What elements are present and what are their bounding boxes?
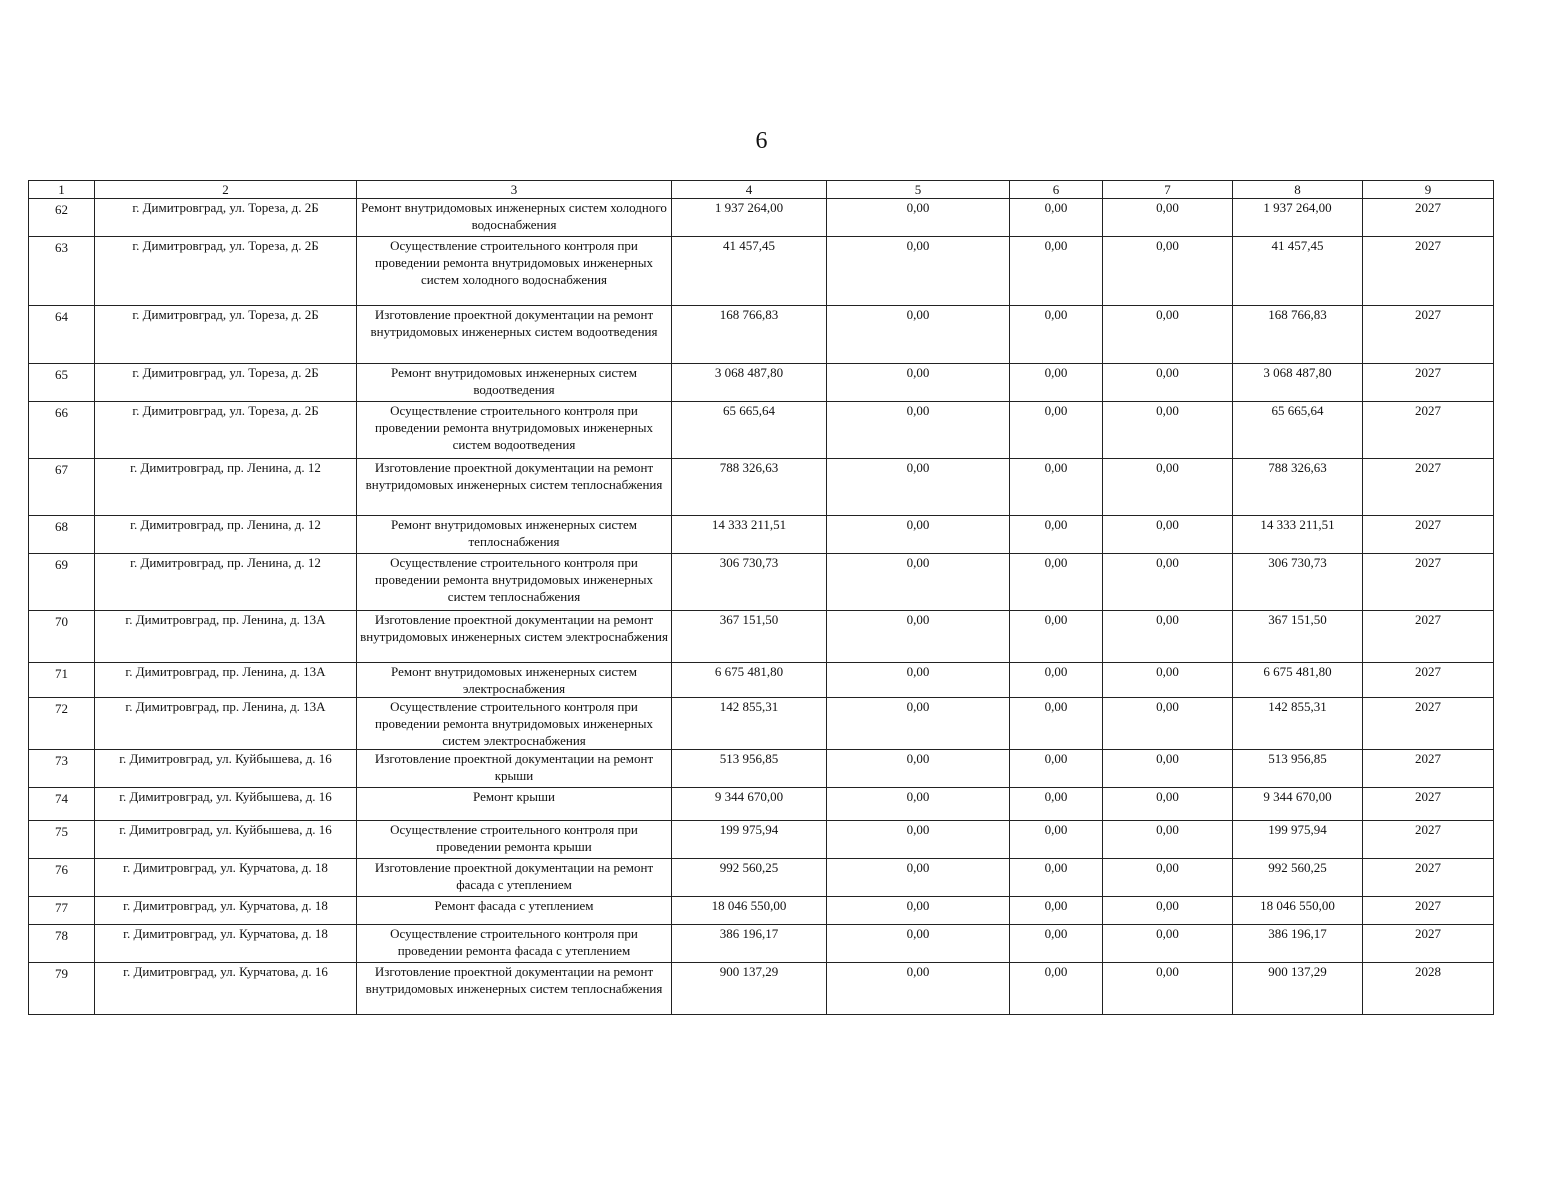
column-6-cell: 0,00 <box>1010 663 1103 698</box>
work-description-cell: Изготовление проектной документации на ремонт внутридомовых инженерных систем электроснабжения <box>357 611 672 663</box>
column-7-cell: 0,00 <box>1103 963 1233 1015</box>
column-6-cell: 0,00 <box>1010 306 1103 364</box>
column-5-cell: 0,00 <box>827 306 1010 364</box>
row-number-cell: 77 <box>29 897 95 925</box>
column-header: 9 <box>1363 181 1494 199</box>
table-row <box>29 237 1494 306</box>
column-6-cell: 0,00 <box>1010 364 1103 402</box>
address-cell: г. Димитровград, пр. Ленина, д. 13А <box>95 698 357 750</box>
column-header: 8 <box>1233 181 1363 199</box>
column-5-cell: 0,00 <box>827 402 1010 459</box>
work-description-cell: Изготовление проектной документации на ремонт крыши <box>357 750 672 788</box>
column-header: 5 <box>827 181 1010 199</box>
work-description-cell: Ремонт крыши <box>357 788 672 821</box>
work-description-cell: Ремонт внутридомовых инженерных систем электроснабжения <box>357 663 672 698</box>
table-row <box>29 611 1494 663</box>
address-cell: г. Димитровград, пр. Ленина, д. 12 <box>95 459 357 516</box>
year-cell: 2027 <box>1363 897 1494 925</box>
table-row <box>29 306 1494 364</box>
column-7-cell: 0,00 <box>1103 237 1233 306</box>
total-cost-cell: 142 855,31 <box>672 698 827 750</box>
address-cell: г. Димитровград, пр. Ленина, д. 13А <box>95 663 357 698</box>
work-description-cell: Осуществление строительного контроля при проведении ремонта внутридомовых инженерных систем электроснабжения <box>357 698 672 750</box>
table-row <box>29 750 1494 788</box>
work-description-cell: Изготовление проектной документации на ремонт внутридомовых инженерных систем водоотведения <box>357 306 672 364</box>
table-row <box>29 199 1494 237</box>
column-5-cell: 0,00 <box>827 698 1010 750</box>
column-8-cell: 6 675 481,80 <box>1233 663 1363 698</box>
table-row <box>29 516 1494 554</box>
page-number: 6 <box>755 128 768 154</box>
column-5-cell: 0,00 <box>827 199 1010 237</box>
work-description-cell: Осуществление строительного контроля при проведении ремонта фасада с утеплением <box>357 925 672 963</box>
column-7-cell: 0,00 <box>1103 788 1233 821</box>
address-cell: г. Димитровград, ул. Курчатова, д. 18 <box>95 859 357 897</box>
column-5-cell: 0,00 <box>827 821 1010 859</box>
address-cell: г. Димитровград, ул. Тореза, д. 2Б <box>95 306 357 364</box>
row-number-cell: 69 <box>29 554 95 611</box>
table-header-row <box>29 181 1494 199</box>
table-row <box>29 402 1494 459</box>
work-description-cell: Осуществление строительного контроля при проведении ремонта внутридомовых инженерных систем теплоснабжения <box>357 554 672 611</box>
column-header: 3 <box>357 181 672 199</box>
total-cost-cell: 9 344 670,00 <box>672 788 827 821</box>
year-cell: 2027 <box>1363 402 1494 459</box>
table-row <box>29 459 1494 516</box>
year-cell: 2027 <box>1363 698 1494 750</box>
work-description-cell: Осуществление строительного контроля при проведении ремонта внутридомовых инженерных систем холодного водоснабжения <box>357 237 672 306</box>
column-6-cell: 0,00 <box>1010 611 1103 663</box>
column-7-cell: 0,00 <box>1103 698 1233 750</box>
total-cost-cell: 900 137,29 <box>672 963 827 1015</box>
column-6-cell: 0,00 <box>1010 516 1103 554</box>
year-cell: 2027 <box>1363 821 1494 859</box>
column-5-cell: 0,00 <box>827 364 1010 402</box>
column-7-cell: 0,00 <box>1103 402 1233 459</box>
row-number-cell: 78 <box>29 925 95 963</box>
column-6-cell: 0,00 <box>1010 698 1103 750</box>
column-8-cell: 1 937 264,00 <box>1233 199 1363 237</box>
column-8-cell: 992 560,25 <box>1233 859 1363 897</box>
column-5-cell: 0,00 <box>827 459 1010 516</box>
column-5-cell: 0,00 <box>827 611 1010 663</box>
row-number-cell: 65 <box>29 364 95 402</box>
address-cell: г. Димитровград, ул. Тореза, д. 2Б <box>95 364 357 402</box>
table-row <box>29 788 1494 821</box>
column-8-cell: 513 956,85 <box>1233 750 1363 788</box>
column-6-cell: 0,00 <box>1010 963 1103 1015</box>
column-7-cell: 0,00 <box>1103 516 1233 554</box>
address-cell: г. Димитровград, пр. Ленина, д. 13А <box>95 611 357 663</box>
column-8-cell: 900 137,29 <box>1233 963 1363 1015</box>
total-cost-cell: 992 560,25 <box>672 859 827 897</box>
row-number-cell: 73 <box>29 750 95 788</box>
address-cell: г. Димитровград, ул. Куйбышева, д. 16 <box>95 750 357 788</box>
column-6-cell: 0,00 <box>1010 925 1103 963</box>
table-row <box>29 897 1494 925</box>
row-number-cell: 79 <box>29 963 95 1015</box>
column-8-cell: 3 068 487,80 <box>1233 364 1363 402</box>
column-7-cell: 0,00 <box>1103 750 1233 788</box>
year-cell: 2027 <box>1363 611 1494 663</box>
table-row <box>29 663 1494 698</box>
year-cell: 2027 <box>1363 554 1494 611</box>
address-cell: г. Димитровград, ул. Куйбышева, д. 16 <box>95 788 357 821</box>
address-cell: г. Димитровград, ул. Тореза, д. 2Б <box>95 199 357 237</box>
total-cost-cell: 18 046 550,00 <box>672 897 827 925</box>
work-description-cell: Осуществление строительного контроля при проведении ремонта внутридомовых инженерных систем водоотведения <box>357 402 672 459</box>
column-7-cell: 0,00 <box>1103 821 1233 859</box>
year-cell: 2027 <box>1363 663 1494 698</box>
row-number-cell: 71 <box>29 663 95 698</box>
year-cell: 2028 <box>1363 963 1494 1015</box>
table-row <box>29 821 1494 859</box>
year-cell: 2027 <box>1363 750 1494 788</box>
row-number-cell: 72 <box>29 698 95 750</box>
column-5-cell: 0,00 <box>827 554 1010 611</box>
work-description-cell: Изготовление проектной документации на ремонт внутридомовых инженерных систем теплоснабжения <box>357 963 672 1015</box>
column-5-cell: 0,00 <box>827 663 1010 698</box>
address-cell: г. Димитровград, ул. Курчатова, д. 18 <box>95 925 357 963</box>
column-header: 6 <box>1010 181 1103 199</box>
column-8-cell: 168 766,83 <box>1233 306 1363 364</box>
address-cell: г. Димитровград, ул. Тореза, д. 2Б <box>95 237 357 306</box>
total-cost-cell: 65 665,64 <box>672 402 827 459</box>
column-5-cell: 0,00 <box>827 516 1010 554</box>
column-header: 4 <box>672 181 827 199</box>
work-description-cell: Изготовление проектной документации на ремонт фасада с утеплением <box>357 859 672 897</box>
column-8-cell: 306 730,73 <box>1233 554 1363 611</box>
work-description-cell: Ремонт внутридомовых инженерных систем холодного водоснабжения <box>357 199 672 237</box>
column-6-cell: 0,00 <box>1010 199 1103 237</box>
column-6-cell: 0,00 <box>1010 237 1103 306</box>
row-number-cell: 68 <box>29 516 95 554</box>
column-7-cell: 0,00 <box>1103 364 1233 402</box>
row-number-cell: 63 <box>29 237 95 306</box>
column-7-cell: 0,00 <box>1103 611 1233 663</box>
column-6-cell: 0,00 <box>1010 897 1103 925</box>
work-description-cell: Осуществление строительного контроля при проведении ремонта крыши <box>357 821 672 859</box>
total-cost-cell: 788 326,63 <box>672 459 827 516</box>
column-5-cell: 0,00 <box>827 897 1010 925</box>
address-cell: г. Димитровград, ул. Тореза, д. 2Б <box>95 402 357 459</box>
row-number-cell: 75 <box>29 821 95 859</box>
table-row <box>29 963 1494 1015</box>
column-7-cell: 0,00 <box>1103 663 1233 698</box>
column-8-cell: 386 196,17 <box>1233 925 1363 963</box>
year-cell: 2027 <box>1363 788 1494 821</box>
address-cell: г. Димитровград, пр. Ленина, д. 12 <box>95 554 357 611</box>
address-cell: г. Димитровград, ул. Курчатова, д. 16 <box>95 963 357 1015</box>
column-7-cell: 0,00 <box>1103 199 1233 237</box>
column-7-cell: 0,00 <box>1103 459 1233 516</box>
work-description-cell: Ремонт фасада с утеплением <box>357 897 672 925</box>
column-header: 1 <box>29 181 95 199</box>
address-cell: г. Димитровград, ул. Курчатова, д. 18 <box>95 897 357 925</box>
column-6-cell: 0,00 <box>1010 750 1103 788</box>
year-cell: 2027 <box>1363 199 1494 237</box>
address-cell: г. Димитровград, пр. Ленина, д. 12 <box>95 516 357 554</box>
column-8-cell: 18 046 550,00 <box>1233 897 1363 925</box>
year-cell: 2027 <box>1363 859 1494 897</box>
column-8-cell: 367 151,50 <box>1233 611 1363 663</box>
column-6-cell: 0,00 <box>1010 821 1103 859</box>
row-number-cell: 67 <box>29 459 95 516</box>
table-row <box>29 859 1494 897</box>
column-7-cell: 0,00 <box>1103 925 1233 963</box>
column-8-cell: 142 855,31 <box>1233 698 1363 750</box>
column-5-cell: 0,00 <box>827 237 1010 306</box>
column-7-cell: 0,00 <box>1103 554 1233 611</box>
year-cell: 2027 <box>1363 516 1494 554</box>
year-cell: 2027 <box>1363 306 1494 364</box>
column-7-cell: 0,00 <box>1103 897 1233 925</box>
work-description-cell: Ремонт внутридомовых инженерных систем водоотведения <box>357 364 672 402</box>
total-cost-cell: 6 675 481,80 <box>672 663 827 698</box>
column-6-cell: 0,00 <box>1010 459 1103 516</box>
column-5-cell: 0,00 <box>827 750 1010 788</box>
column-header: 7 <box>1103 181 1233 199</box>
total-cost-cell: 1 937 264,00 <box>672 199 827 237</box>
year-cell: 2027 <box>1363 459 1494 516</box>
table-row <box>29 925 1494 963</box>
work-description-cell: Ремонт внутридомовых инженерных систем теплоснабжения <box>357 516 672 554</box>
column-6-cell: 0,00 <box>1010 554 1103 611</box>
total-cost-cell: 199 975,94 <box>672 821 827 859</box>
works-table <box>28 180 1494 1015</box>
column-8-cell: 9 344 670,00 <box>1233 788 1363 821</box>
table-row <box>29 698 1494 750</box>
total-cost-cell: 3 068 487,80 <box>672 364 827 402</box>
column-6-cell: 0,00 <box>1010 402 1103 459</box>
work-description-cell: Изготовление проектной документации на ремонт внутридомовых инженерных систем теплоснабжения <box>357 459 672 516</box>
year-cell: 2027 <box>1363 364 1494 402</box>
year-cell: 2027 <box>1363 925 1494 963</box>
total-cost-cell: 14 333 211,51 <box>672 516 827 554</box>
column-5-cell: 0,00 <box>827 925 1010 963</box>
row-number-cell: 66 <box>29 402 95 459</box>
row-number-cell: 76 <box>29 859 95 897</box>
column-6-cell: 0,00 <box>1010 859 1103 897</box>
column-8-cell: 41 457,45 <box>1233 237 1363 306</box>
table-row <box>29 364 1494 402</box>
column-8-cell: 788 326,63 <box>1233 459 1363 516</box>
total-cost-cell: 513 956,85 <box>672 750 827 788</box>
row-number-cell: 70 <box>29 611 95 663</box>
column-6-cell: 0,00 <box>1010 788 1103 821</box>
column-8-cell: 65 665,64 <box>1233 402 1363 459</box>
table-row <box>29 554 1494 611</box>
column-7-cell: 0,00 <box>1103 859 1233 897</box>
row-number-cell: 74 <box>29 788 95 821</box>
column-8-cell: 14 333 211,51 <box>1233 516 1363 554</box>
column-5-cell: 0,00 <box>827 788 1010 821</box>
total-cost-cell: 367 151,50 <box>672 611 827 663</box>
column-8-cell: 199 975,94 <box>1233 821 1363 859</box>
row-number-cell: 62 <box>29 199 95 237</box>
column-5-cell: 0,00 <box>827 963 1010 1015</box>
address-cell: г. Димитровград, ул. Куйбышева, д. 16 <box>95 821 357 859</box>
total-cost-cell: 41 457,45 <box>672 237 827 306</box>
total-cost-cell: 306 730,73 <box>672 554 827 611</box>
column-5-cell: 0,00 <box>827 859 1010 897</box>
year-cell: 2027 <box>1363 237 1494 306</box>
column-header: 2 <box>95 181 357 199</box>
total-cost-cell: 168 766,83 <box>672 306 827 364</box>
row-number-cell: 64 <box>29 306 95 364</box>
total-cost-cell: 386 196,17 <box>672 925 827 963</box>
column-7-cell: 0,00 <box>1103 306 1233 364</box>
